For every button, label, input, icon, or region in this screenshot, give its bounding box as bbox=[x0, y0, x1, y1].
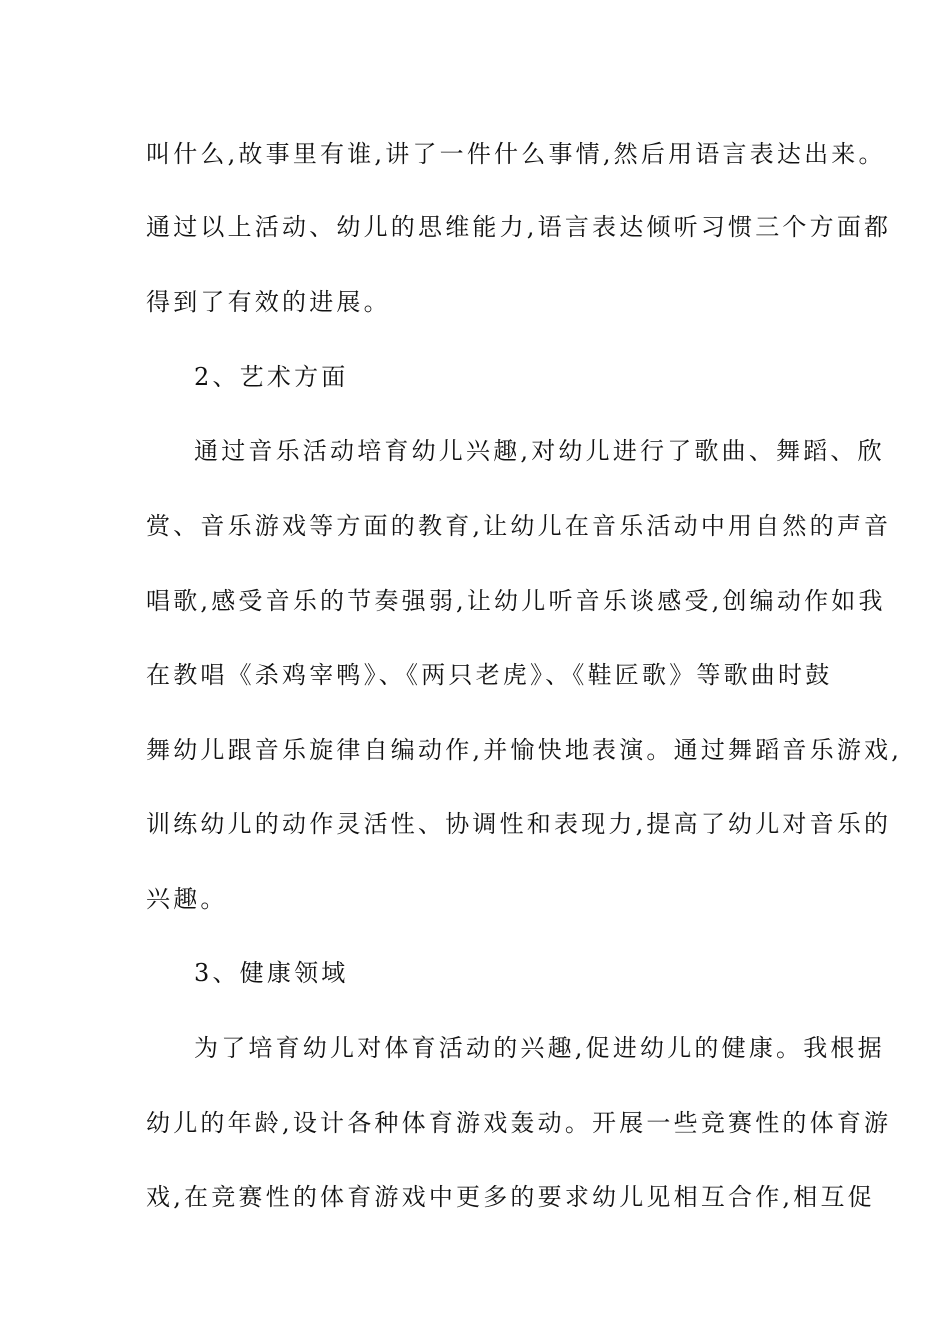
body-text-line: 在教唱《杀鸡宰鸭》、《两只老虎》、《鞋匠歌》等歌曲时鼓 bbox=[146, 661, 833, 689]
paragraph-first-line: 为了培育幼儿对体育活动的兴趣,促进幼儿的健康。我根据 bbox=[194, 1034, 885, 1062]
body-text-line: 兴趣。 bbox=[146, 885, 228, 913]
body-text-line: 赏、音乐游戏等方面的教育,让幼儿在音乐活动中用自然的声音 bbox=[146, 512, 892, 540]
body-text-line: 通过以上活动、幼儿的思维能力,语言表达倾听习惯三个方面都 bbox=[146, 213, 892, 241]
body-text-line: 舞幼儿跟音乐旋律自编动作,并愉快地表演。通过舞蹈音乐游戏, bbox=[146, 736, 903, 764]
body-text-line: 训练幼儿的动作灵活性、协调性和表现力,提高了幼儿对音乐的 bbox=[146, 810, 892, 838]
body-text-line: 唱歌,感受音乐的节奏强弱,让幼儿听音乐谈感受,创编动作如我 bbox=[146, 587, 886, 615]
body-text-line: 戏,在竞赛性的体育游戏中更多的要求幼儿见相互合作,相互促 bbox=[146, 1183, 875, 1211]
body-text-line: 叫什么,故事里有谁,讲了一件什么事情,然后用语言表达出来。 bbox=[146, 140, 886, 168]
section-heading-arts: 2、艺术方面 bbox=[194, 363, 349, 391]
paragraph-first-line: 通过音乐活动培育幼儿兴趣,对幼儿进行了歌曲、舞蹈、欣 bbox=[194, 437, 885, 465]
section-heading-health: 3、健康领域 bbox=[194, 959, 349, 987]
body-text-line: 幼儿的年龄,设计各种体育游戏轰动。开展一些竞赛性的体育游 bbox=[146, 1109, 892, 1137]
body-text-line: 得到了有效的进展。 bbox=[146, 288, 391, 316]
